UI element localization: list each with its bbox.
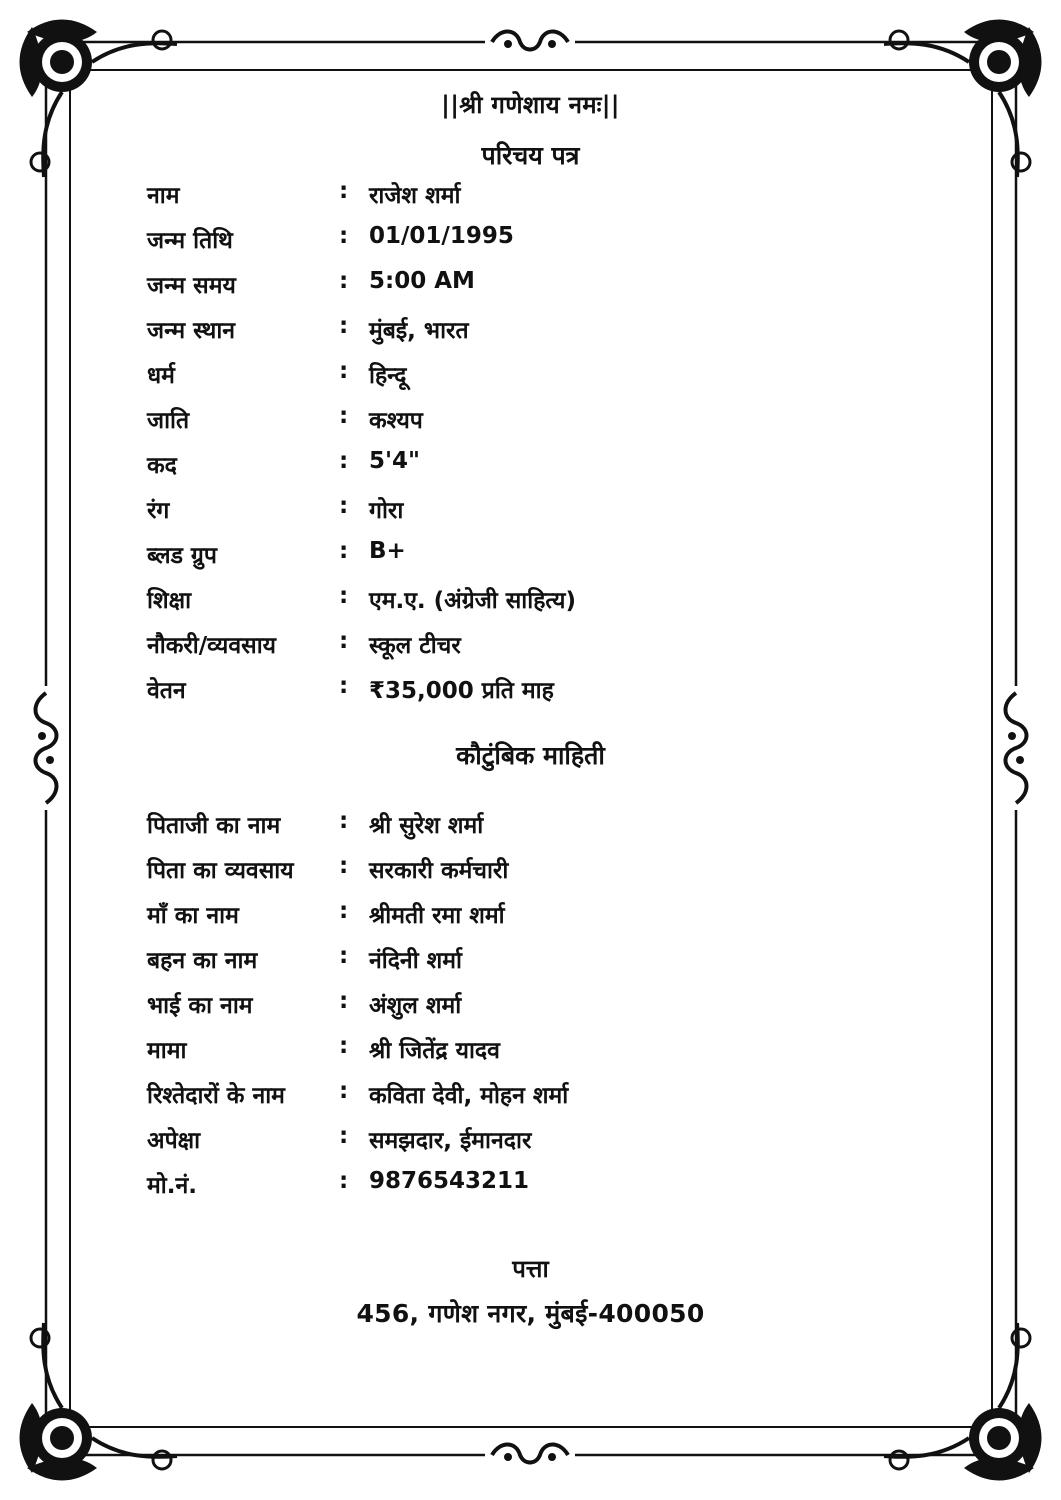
family-section-title: कौटुंबिक माहिती	[456, 741, 605, 770]
detail-row	[147, 980, 947, 1025]
detail-value: अंशुल शर्मा	[369, 993, 462, 1019]
detail-row	[147, 845, 947, 890]
page-title: परिचय पत्र	[481, 141, 580, 170]
detail-separator: :	[339, 1033, 349, 1059]
detail-row	[147, 305, 947, 350]
detail-separator: :	[339, 628, 349, 654]
detail-row	[147, 890, 947, 935]
detail-separator: :	[339, 313, 349, 339]
detail-label: भाई का नाम	[147, 993, 253, 1019]
detail-value: 5'4"	[369, 448, 421, 474]
detail-value: श्री सुरेश शर्मा	[369, 813, 484, 839]
detail-separator: :	[339, 1168, 349, 1194]
detail-value: कश्यप	[369, 408, 423, 434]
detail-separator: :	[339, 448, 349, 474]
detail-value: ₹35,000 प्रति माह	[369, 678, 554, 704]
detail-label: बहन का नाम	[147, 948, 258, 974]
detail-separator: :	[339, 403, 349, 429]
detail-value: स्कूल टीचर	[369, 633, 461, 659]
detail-row	[147, 530, 947, 575]
detail-separator: :	[339, 853, 349, 879]
detail-row	[147, 1160, 947, 1205]
detail-label: पिता का व्यवसाय	[147, 858, 294, 884]
detail-label: अपेक्षा	[147, 1128, 201, 1154]
detail-row	[147, 935, 947, 980]
detail-label: जन्म तिथि	[147, 228, 233, 254]
detail-label: रंग	[147, 498, 170, 524]
family-details-section	[147, 800, 947, 1205]
detail-separator: :	[339, 808, 349, 834]
detail-separator: :	[339, 358, 349, 384]
detail-label: कद	[147, 453, 177, 479]
detail-value: एम.ए. (अंग्रेजी साहित्य)	[369, 588, 576, 614]
address-text: 456, गणेश नगर, मुंबई-400050	[356, 1299, 705, 1328]
corner-ornament-bottom-right	[884, 1323, 1042, 1481]
detail-separator: :	[339, 988, 349, 1014]
detail-value: 5:00 AM	[369, 268, 475, 294]
detail-label: वेतन	[147, 678, 186, 704]
detail-label: मामा	[147, 1038, 187, 1064]
detail-value: श्रीमती रमा शर्मा	[369, 903, 505, 929]
detail-label: ब्लड ग्रुप	[147, 543, 217, 569]
detail-label: जन्म समय	[147, 273, 236, 299]
invocation-heading: ||श्री गणेशाय नमः||	[441, 91, 620, 119]
detail-label: जाति	[147, 408, 190, 434]
detail-row	[147, 665, 947, 710]
detail-row	[147, 1070, 947, 1115]
detail-row	[147, 350, 947, 395]
detail-separator: :	[339, 943, 349, 969]
corner-ornament-bottom-left	[20, 1323, 178, 1481]
detail-label: शिक्षा	[147, 588, 192, 614]
detail-row	[147, 800, 947, 845]
detail-value: नंदिनी शर्मा	[369, 948, 463, 974]
flourish-bottom-center	[485, 1445, 575, 1464]
detail-row	[147, 440, 947, 485]
detail-separator: :	[339, 583, 349, 609]
detail-value: 01/01/1995	[369, 223, 514, 249]
detail-label: जन्म स्थान	[147, 318, 236, 344]
detail-value: हिन्दू	[369, 363, 407, 389]
detail-row	[147, 260, 947, 305]
detail-label: पिताजी का नाम	[147, 813, 281, 839]
detail-row	[147, 170, 947, 215]
detail-label: धर्म	[147, 363, 175, 389]
detail-separator: :	[339, 1123, 349, 1149]
personal-details-section	[147, 170, 947, 710]
detail-label: नाम	[147, 183, 180, 209]
detail-value: राजेश शर्मा	[369, 183, 461, 209]
detail-value: सरकारी कर्मचारी	[369, 858, 509, 884]
detail-row	[147, 575, 947, 620]
detail-row	[147, 395, 947, 440]
detail-row	[147, 485, 947, 530]
detail-value: समझदार, ईमानदार	[369, 1128, 532, 1154]
detail-label: रिश्तेदारों के नाम	[147, 1083, 285, 1109]
detail-value: मुंबई, भारत	[369, 318, 469, 344]
detail-value: 9876543211	[369, 1168, 530, 1194]
detail-separator: :	[339, 1078, 349, 1104]
detail-row	[147, 215, 947, 260]
detail-value: श्री जितेंद्र यादव	[369, 1038, 500, 1064]
detail-row	[147, 1025, 947, 1070]
detail-separator: :	[339, 493, 349, 519]
detail-separator: :	[339, 538, 349, 564]
detail-value: कविता देवी, मोहन शर्मा	[369, 1083, 569, 1109]
detail-separator: :	[339, 673, 349, 699]
flourish-top-center	[485, 32, 575, 51]
detail-label: नौकरी/व्यवसाय	[147, 633, 276, 659]
detail-separator: :	[339, 898, 349, 924]
detail-row	[147, 620, 947, 665]
detail-value: गोरा	[369, 498, 404, 524]
detail-label: मो.नं.	[147, 1173, 197, 1199]
address-title: पत्ता	[512, 1255, 549, 1283]
detail-separator: :	[339, 223, 349, 249]
detail-separator: :	[339, 268, 349, 294]
detail-label: माँ का नाम	[147, 903, 239, 929]
detail-value: B+	[369, 538, 406, 564]
detail-separator: :	[339, 178, 349, 204]
detail-row	[147, 1115, 947, 1160]
